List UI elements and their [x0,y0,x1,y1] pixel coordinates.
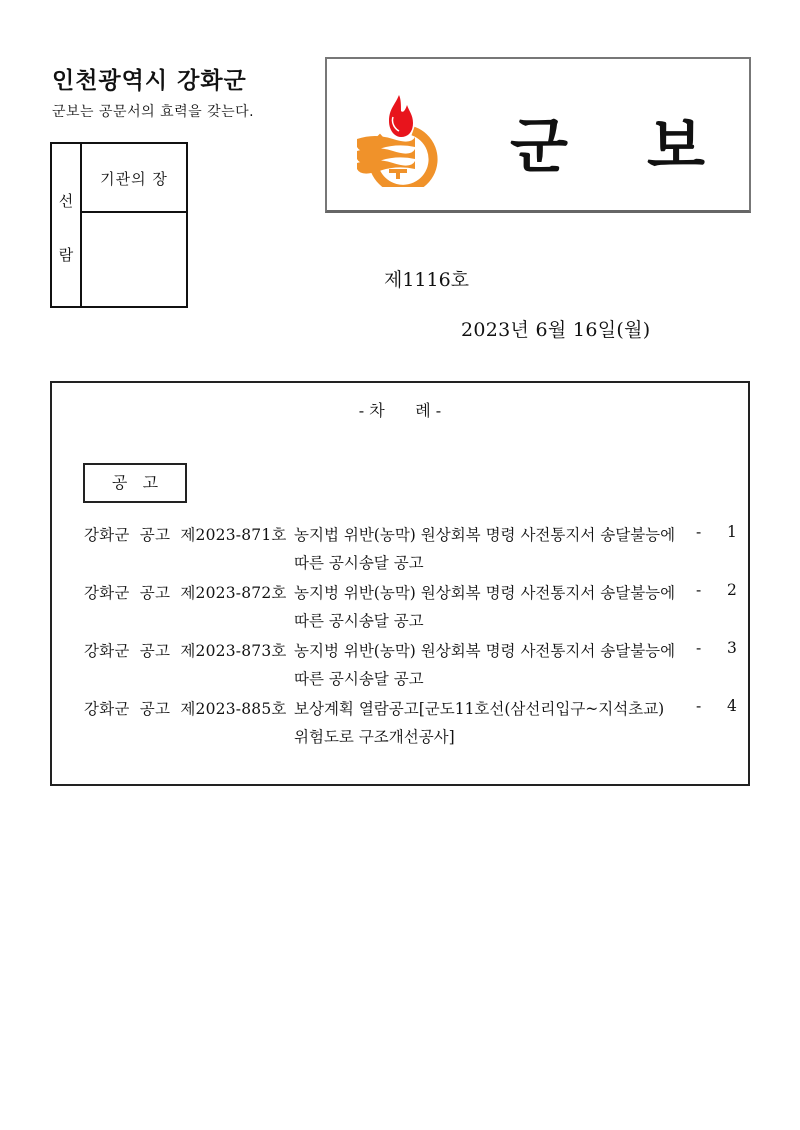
issue-number-row [0,265,800,292]
leader-dash: - [696,639,702,657]
notice-number: 강화군 공고 제2023-871호 [84,526,287,544]
section-label-notice: 공 고 [83,463,187,503]
notice-number: 강화군 공고 제2023-885호 [84,700,287,718]
notice-title-line-1: 농지법 위반(농막) 원상회복 명령 사전통지서 송달불능에 [294,526,676,544]
notice-number: 강화군 공고 제2023-873호 [84,642,287,660]
leader-dash: - [696,697,702,715]
review-signature-area [82,213,186,306]
notice-title-line-2: 위험도로 구조개선공사] [294,728,455,746]
review-side-label-2: 람 [58,246,74,264]
page-number: 2 [727,581,737,599]
page-number: 1 [727,523,737,541]
toc-item[interactable] [52,687,748,745]
toc-item[interactable] [52,513,748,571]
toc-title: - 차 례 - [358,401,442,420]
notice-title-line-1: 농지벙 위반(농막) 원상회복 명령 사전통지서 송달불능에 [294,584,676,602]
leader-dash: - [696,581,702,599]
toc-item[interactable] [52,629,748,687]
page-number: 3 [727,639,737,657]
notice-number: 강화군 공고 제2023-872호 [84,584,287,602]
organization-subtitle: 군보는 공문서의 효력을 갖는다. [52,104,255,120]
issue-number: 제1116호 [383,269,470,291]
notice-title-line-1: 농지벙 위반(농막) 원상회복 명령 사전통지서 송달불능에 [294,642,676,660]
notice-title-line-2: 따른 공시송달 공고 [294,554,424,572]
notice-title-line-2: 따른 공시송달 공고 [294,612,424,630]
issue-date: 2023년 6월 16일(월) [461,319,651,341]
notice-title-line-2: 따른 공시송달 공고 [294,670,424,688]
gangwha-county-emblem-icon [355,87,441,187]
toc-item[interactable] [52,571,748,629]
organization-title: 인천광역시 강화군 [52,68,247,94]
masthead-title-char-2: 보 [647,112,705,182]
review-side-label-1: 선 [58,192,74,210]
leader-dash: - [696,523,702,541]
toc-list [52,513,748,745]
masthead-title-char-1: 군 [510,112,568,182]
review-head-label: 기관의 장 [82,144,186,213]
masthead [325,57,751,213]
page-number: 4 [727,697,737,715]
notice-title-line-1: 보상계획 열람공고[군도11호선(삼선리입구~지석초교) [294,700,665,718]
table-of-contents [50,381,750,786]
